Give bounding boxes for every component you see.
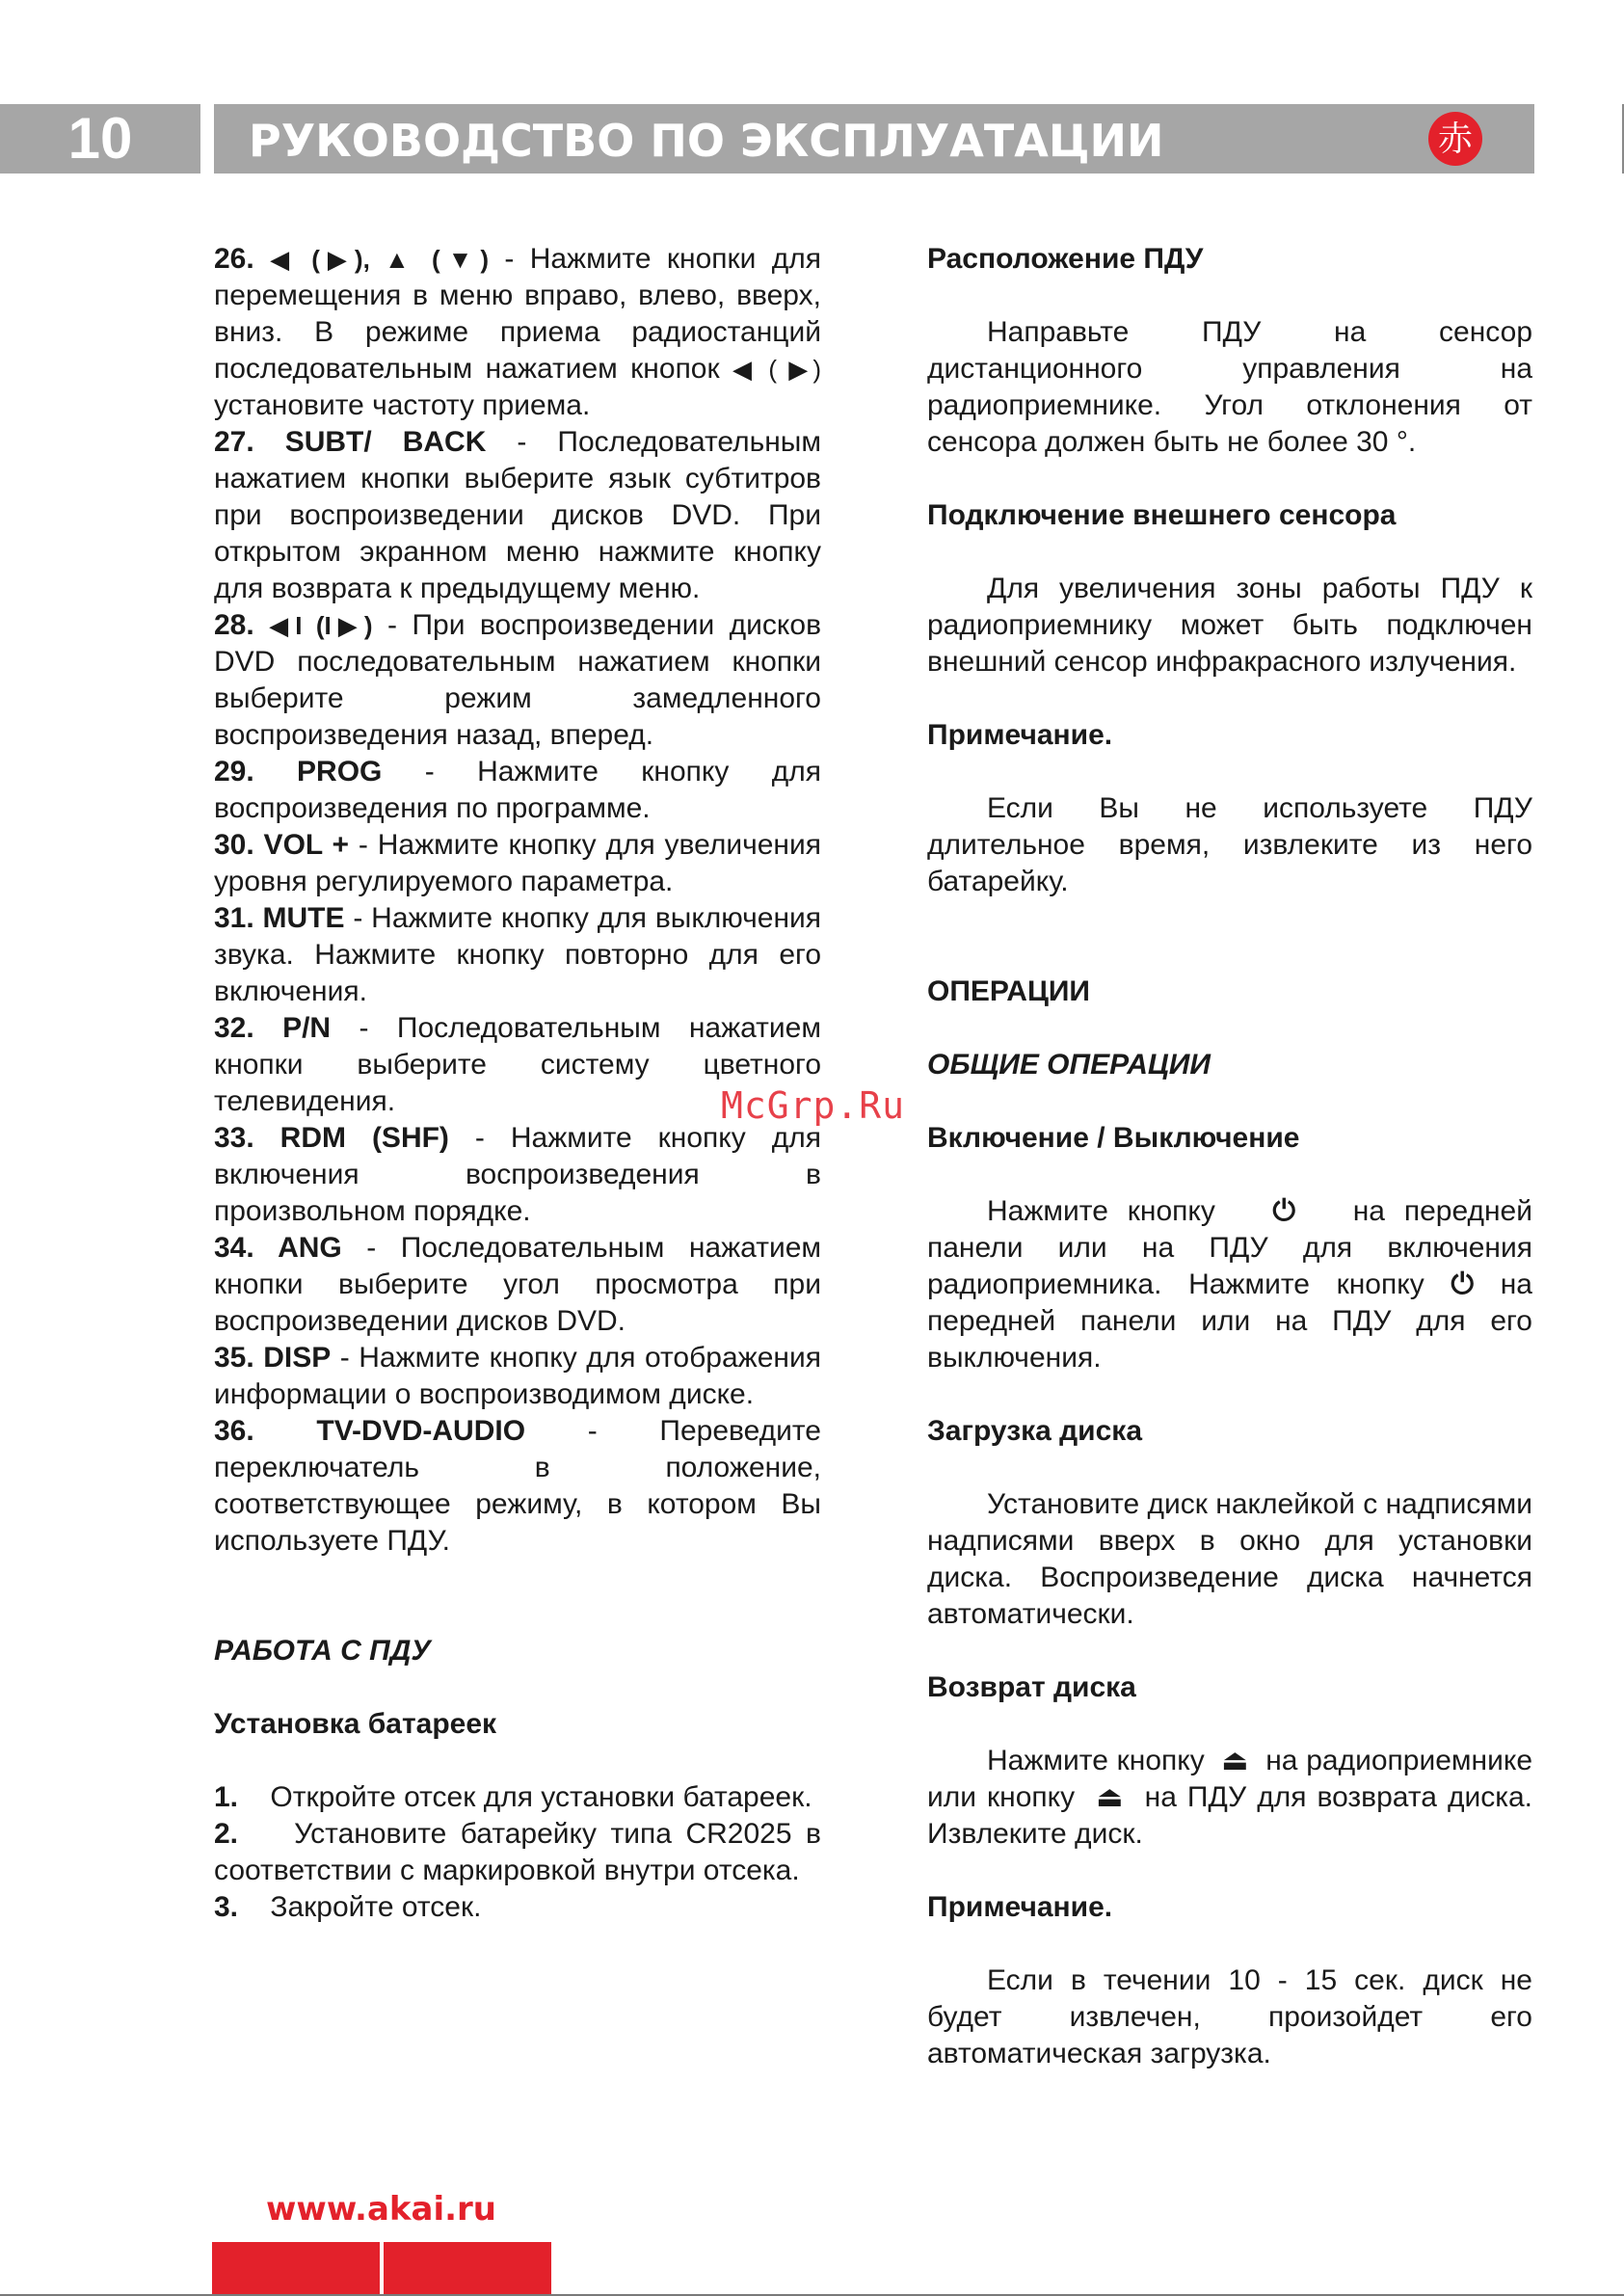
step-2-num: 2. [214,1818,239,1850]
item-36 [214,1413,821,1560]
item-26-text-b: установите частоту приема. [214,389,591,421]
power-icon: ⏻ [1451,1268,1475,1300]
item-30 [214,827,821,900]
section-heading-general-operations: ОБЩИЕ ОПЕРАЦИИ [927,1049,1211,1081]
note-1-text: Если Вы не используете ПДУ длительное время, извлеките из него батарейку. [927,792,1532,897]
item-33 [214,1120,821,1230]
eject-text-b: на радиоприемнике или кнопку [927,1745,1533,1813]
eject-text-a: Нажмите кнопку [987,1745,1205,1776]
subheading-disc-eject: Возврат диска [927,1671,1136,1703]
note-2-text: Если в течении 10 - 15 сек. диск не будет извлечен, произойдет его автоматическая загрузка. [927,1964,1532,2069]
item-32-text: - Последовательным нажатием кнопки выберите систему цветного телевидения. [214,1012,821,1117]
item-26-num: 26. [214,243,254,275]
eject-icon: ⏏ [1096,1781,1124,1813]
power-text-c: на передней панели или на ПДУ для его выключения. [927,1268,1532,1374]
item-36-text: - Переведите переключатель в положение, соответствующее режиму, в котором Вы используете ПДУ. [214,1415,821,1557]
disc-eject-text [927,1743,1532,1853]
item-33-text: - Нажмите кнопку для включения воспроизведения в произвольном порядке. [214,1122,821,1227]
footer-bar [384,2242,551,2296]
slow-keys-icon: ◀I (I▶) [269,611,373,640]
item-33-key: 33. RDM (SHF) [214,1122,449,1154]
item-36-key: 36. TV-DVD-AUDIO [214,1415,526,1447]
left-column [214,241,821,1926]
item-30-text: - Нажмите кнопку для увеличения уровня регулируемого параметра. [214,829,821,897]
item-27-text: - Последовательным нажатием кнопки выберите язык субтитров при воспроизведении дисков DVD. При открытом экранном меню нажмите кнопку для возврата к предыдущему меню. [214,426,821,604]
item-34 [214,1230,821,1340]
step-3 [214,1889,821,1926]
watermark: McGrp.Ru [721,1084,906,1127]
power-text [927,1193,1532,1376]
item-27 [214,424,821,607]
footer-bar [212,2242,380,2296]
item-35 [214,1340,821,1413]
subheading-remote-location: Расположение ПДУ [927,243,1204,275]
step-1 [214,1779,821,1816]
arrow-keys-icon: ◀ (▶), ▲ (▼) [270,245,490,274]
subheading-disc-loading: Загрузка диска [927,1415,1143,1447]
section-heading-remote: РАБОТА С ПДУ [214,1635,431,1667]
item-31 [214,900,821,1010]
page-title: РУКОВОДСТВО ПО ЭКСПЛУАТАЦИИ [249,115,1164,167]
item-27-key: 27. SUBT/ BACK [214,426,487,458]
right-column [927,241,1532,2072]
item-30-key: 30. VOL + [214,829,350,861]
step-2-text: Установите батарейку типа CR2025 в соответствии с маркировкой внутри отсека. [214,1818,821,1886]
item-34-text: - Последовательным нажатием кнопки выберите угол просмотра при воспроизведении дисков DVD. [214,1232,822,1337]
akai-logo-icon: 赤 [1428,112,1482,166]
subheading-note-1: Примечание. [927,719,1113,751]
power-text-a: Нажмите кнопку [987,1195,1215,1227]
left-right-keys-icon: ◀ ( ▶) [732,355,821,384]
eject-icon: ⏏ [1221,1745,1249,1776]
step-1-text: Откройте отсек для установки батареек. [270,1781,812,1813]
step-3-text: Закройте отсек. [270,1891,482,1923]
item-29 [214,754,821,827]
footer-url-link[interactable]: www.akai.ru [266,2190,497,2229]
item-32-key: 32. P/N [214,1012,332,1044]
item-31-text: - Нажмите кнопку для выключения звука. Нажмите кнопку повторно для его включения. [214,902,822,1007]
subheading-batteries: Установка батареек [214,1708,497,1740]
subheading-external-sensor: Подключение внешнего сенсора [927,499,1397,531]
item-28-text: - При воспроизведении дисков DVD последовательным нажатием кнопки выберите режим замедленного воспроизведения назад, вперед. [214,609,822,751]
subheading-note-2: Примечание. [927,1891,1113,1923]
item-26 [214,241,821,424]
item-34-key: 34. ANG [214,1232,342,1264]
remote-location-text: Направьте ПДУ на сенсор дистанционного управления на радиоприемнике. Угол отклонения от сенсора должен быть не более 30 °. [927,316,1532,458]
item-35-text: - Нажмите кнопку для отображения информации о воспроизводимом диске. [214,1342,821,1410]
power-icon: ⏻ [1272,1195,1296,1227]
page-number: 10 [0,104,200,174]
step-3-num: 3. [214,1891,239,1923]
item-29-key: 29. PROG [214,756,383,788]
item-31-key: 31. MUTE [214,902,345,934]
eject-text-c: на ПДУ для возврата диска. Извлеките диск. [927,1781,1533,1850]
item-29-text: - Нажмите кнопку для воспроизведения по программе. [214,756,821,824]
disc-loading-text: Установите диск наклейкой с надписями надписями вверх в окно для установки диска. Воспроизведение диска начнется автоматически. [927,1488,1532,1630]
section-heading-operations: ОПЕРАЦИИ [927,975,1090,1007]
external-sensor-text: Для увеличения зоны работы ПДУ к радиоприемнику может быть подключен внешний сенсор инфракрасного излучения. [927,573,1532,678]
power-text-b: на передней панели или на ПДУ для включения радиоприемника. Нажмите кнопку [927,1195,1532,1300]
item-28 [214,607,821,754]
subheading-power: Включение / Выключение [927,1122,1300,1154]
step-1-num: 1. [214,1781,239,1813]
item-28-key: 28. [214,609,254,641]
step-2 [214,1816,821,1889]
item-35-key: 35. DISP [214,1342,332,1374]
item-26-text-a: - Нажмите кнопки для перемещения в меню вправо, влево, вверх, вниз. В режиме приема радиостанций последовательным нажатием кнопок [214,243,822,385]
